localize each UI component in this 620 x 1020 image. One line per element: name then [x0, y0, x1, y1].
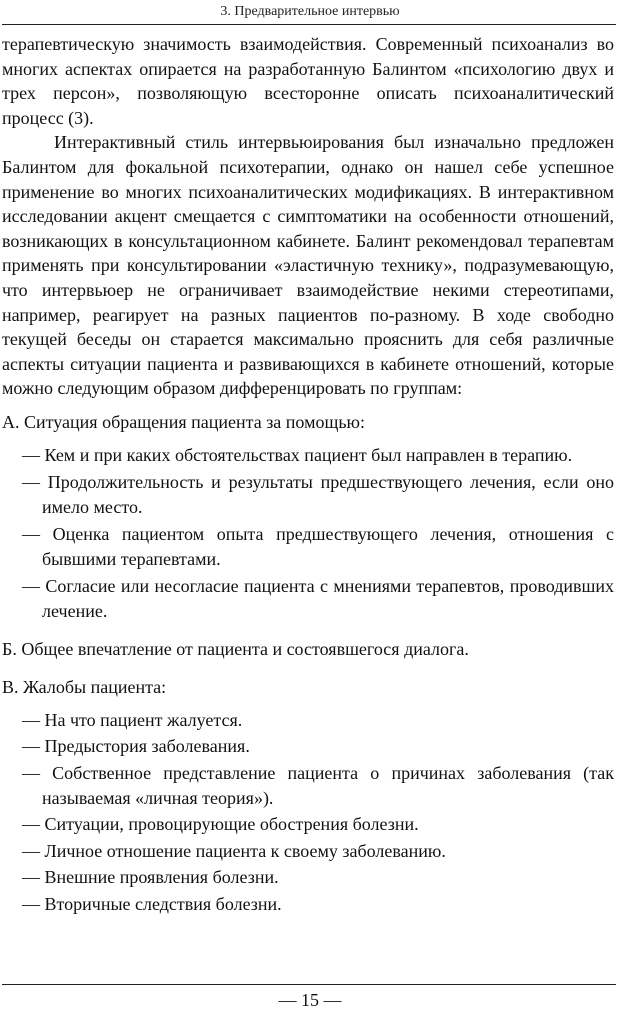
list-item: — На что пациент жалуется. [22, 709, 243, 730]
section-c-list [2, 708, 614, 917]
paragraph-continued: терапевтическую значимость взаимодействия. Современный психоанализ во многих аспектах опирается на разработанную Балинтом «психологию двух и трех персон», позволяющую всесторонне описать психоаналитический процесс (3). [2, 34, 614, 128]
page-number: — 15 — [278, 990, 342, 1010]
list-item: — Предыстория заболевания. [22, 736, 250, 757]
section-a-heading: А. Ситуация обращения пациента за помощью: [2, 411, 365, 432]
section-b-heading: Б. Общее впечатление от пациента и состоявшегося диалога. [2, 638, 469, 659]
header-rule [2, 24, 616, 25]
footer-rule [2, 984, 616, 985]
running-head: 3. Предварительное интервью [220, 4, 400, 19]
paragraph-interactive-style: Интерактивный стиль интервьюирования был изначально предложен Балинтом для фокальной психотерапии, однако он нашел себе успешное применение во многих психоаналитических модификациях. В интерактивном исследовании акцент смещается с симптоматики на особенности отношений, возникающих в консультационном кабинете. Балинт рекомендовал терапевтам применять при консультировании «эластичную технику», подразумевающую, что интервьюер не ограничивает взаимодействие некими стереотипами, например, реагирует на разных пациентов по-разному. В ходе свободно текущей беседы он старается максимально прояснить для себя различные аспекты ситуации пациента и развивающихся в кабинете отношений, которые можно следующим образом дифференцировать по группам: [2, 132, 614, 399]
list-item: — Продолжительность и результаты предшествующего лечения, если оно имело место. [22, 472, 614, 517]
list-item: — Личное отношение пациента к своему заболеванию. [22, 840, 446, 861]
list-item: — Согласие или несогласие пациента с мнениями терапевтов, проводивших лечение. [22, 576, 614, 622]
list-item: — Ситуации, провоцирующие обострения болезни. [22, 814, 419, 835]
list-item: — Внешние проявления болезни. [22, 867, 279, 888]
section-c-heading: В. Жалобы пациента: [2, 677, 167, 698]
list-item: — Кем и при каких обстоятельствах пациент был направлен в терапию. [22, 444, 573, 465]
list-item: — Вторичные следствия болезни. [22, 894, 282, 914]
list-item: — Собственное представление пациента о причинах заболевания (так называемая «личная теория»). [22, 763, 614, 808]
list-item: — Оценка пациентом опыта предшествующего лечения, отношения с бывшими терапевтами. [22, 524, 614, 569]
page-body [2, 32, 614, 919]
section-a-list [2, 443, 614, 624]
